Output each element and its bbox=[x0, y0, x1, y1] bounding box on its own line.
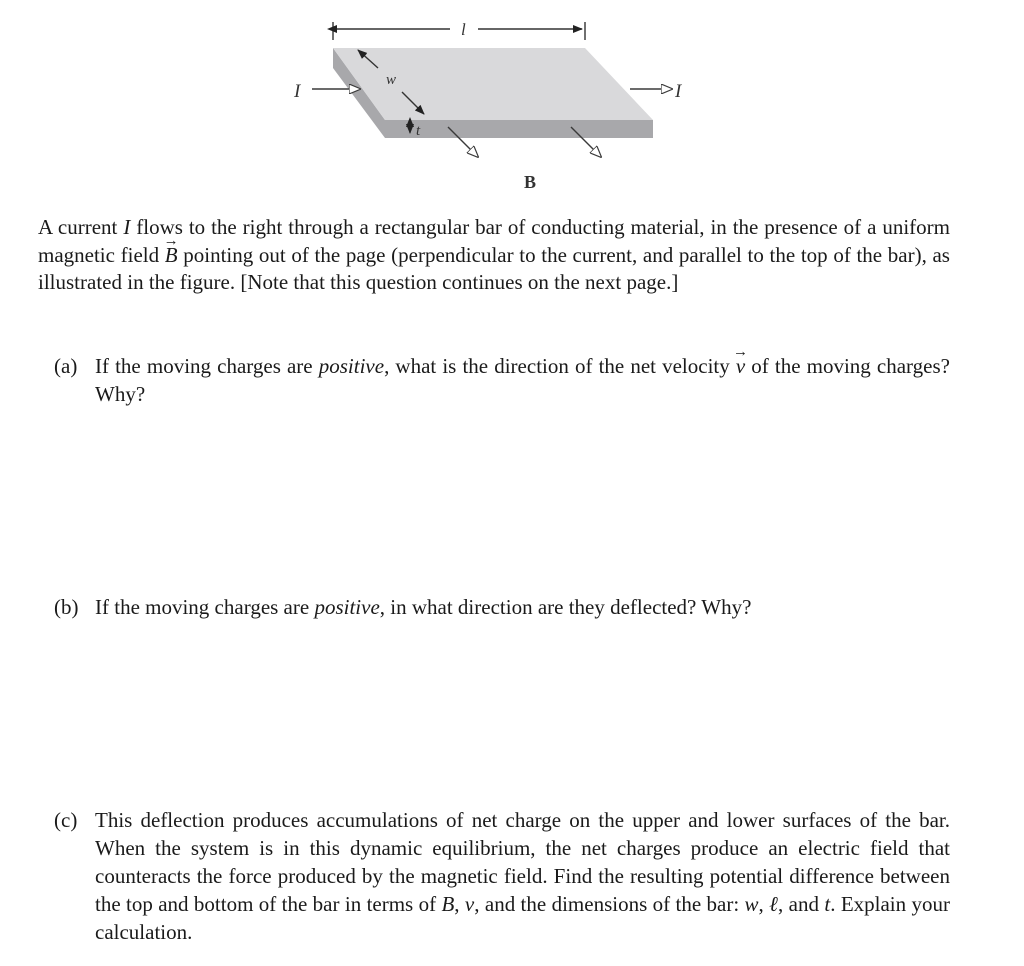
bar-top-face bbox=[333, 48, 653, 120]
question-a: (a) If the moving charges are positive, what is the direction of the net velocity → v of the moving charges? Why? bbox=[54, 352, 950, 408]
hall-effect-figure bbox=[0, 0, 1024, 200]
current-out-label: I bbox=[675, 81, 682, 102]
field-label: B bbox=[524, 172, 537, 192]
intro-paragraph: A current I flows to the right through a rectangular bar of conducting material, in the presence of a uniform magnetic field → B pointing out of the page (perpendicular to the current, and parallel to the top of the bar), as illustrated in the figure. [Note that this question continues on the next page.] bbox=[38, 214, 950, 297]
question-c: (c) This deflection produces accumulations of net charge on the upper and lower surfaces of the bar. When the system is in this dynamic equilibrium, the net charges produce an electric field that counteracts the force produced by the magnetic field. Find the resulting potential difference between the top and bottom of the bar in terms of B, v, and the dimensions of the bar: w, ℓ, and t. Explain your calculation. bbox=[54, 808, 951, 944]
question-a-label: (a) bbox=[54, 354, 78, 378]
width-label: w bbox=[386, 72, 397, 88]
current-in-label: I bbox=[294, 81, 301, 102]
field-vector-symbol: → B bbox=[165, 242, 178, 270]
question-b: (b) If the moving charges are positive, in what direction are they deflected? Why? bbox=[54, 595, 752, 619]
current-symbol: I bbox=[123, 215, 131, 239]
bar-diagram bbox=[0, 0, 1024, 200]
velocity-vector-symbol: → v bbox=[736, 352, 745, 380]
question-c-label: (c) bbox=[54, 808, 78, 832]
thickness-label: t bbox=[416, 123, 421, 139]
question-b-label: (b) bbox=[54, 595, 79, 619]
length-label: l bbox=[461, 20, 466, 39]
